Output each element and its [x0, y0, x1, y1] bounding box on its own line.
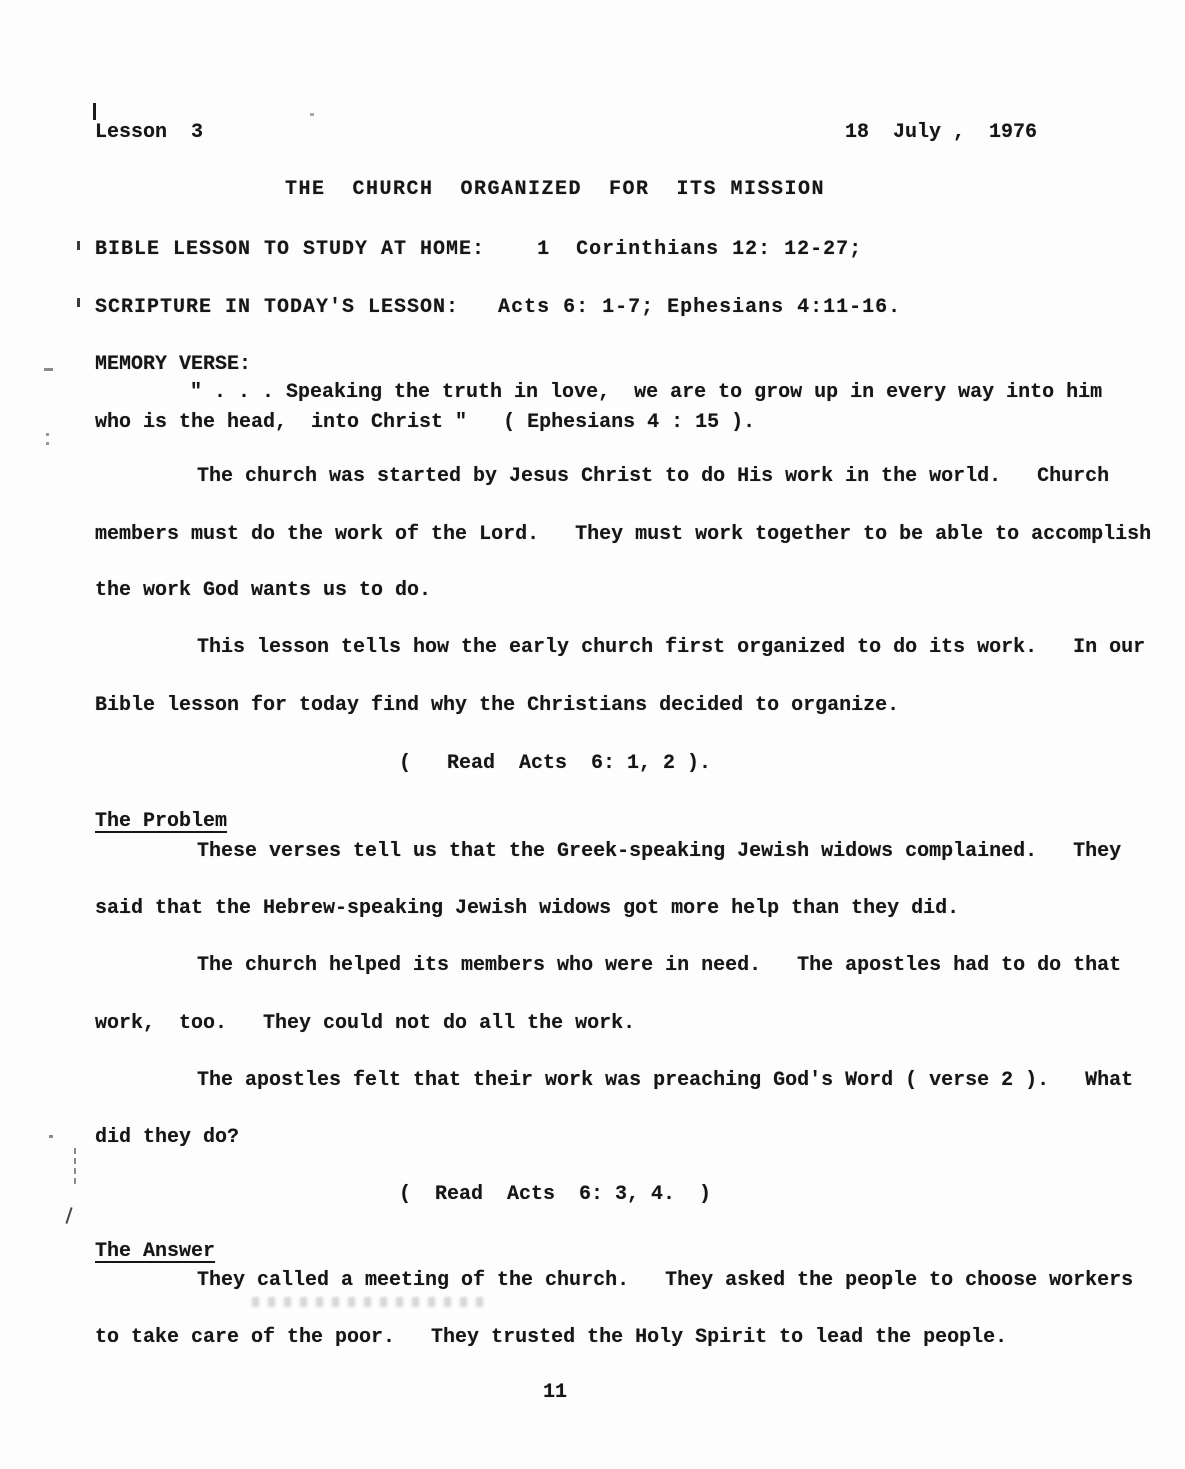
- memory-verse-line: " . . . Speaking the truth in love, we are to grow up in every way into him: [190, 381, 1103, 404]
- paragraph-line: work, too. They could not do all the work.: [95, 1012, 636, 1035]
- paragraph-line: The church was started by Jesus Christ to do His work in the world. Church: [197, 465, 1110, 488]
- scan-artifact-tick: [93, 103, 96, 120]
- paragraph-line: This lesson tells how the early church first organized to do its work. In our: [197, 636, 1146, 659]
- scan-artifact-mark: [77, 298, 80, 307]
- page-number: 11: [542, 1381, 567, 1404]
- scan-artifact-dash: [44, 368, 53, 371]
- scripture-reference: SCRIPTURE IN TODAY'S LESSON: Acts 6: 1-7; Ephesians 4:11-16.: [95, 296, 902, 319]
- document-date: 18 July , 1976: [845, 121, 1038, 144]
- read-instruction: ( Read Acts 6: 3, 4. ): [398, 1183, 712, 1206]
- paragraph-line: the work God wants us to do.: [95, 579, 432, 602]
- paragraph-line: said that the Hebrew-speaking Jewish widows got more help than they did.: [95, 897, 960, 920]
- bible-lesson-reference: BIBLE LESSON TO STUDY AT HOME: 1 Corinthians 12: 12-27;: [95, 238, 863, 261]
- paragraph-line: They called a meeting of the church. They asked the people to choose workers: [197, 1269, 1134, 1292]
- read-instruction: ( Read Acts 6: 1, 2 ).: [398, 752, 712, 775]
- lesson-number: Lesson 3: [95, 121, 204, 144]
- scan-artifact-dot: [49, 1135, 53, 1138]
- paragraph-line: The church helped its members who were in need. The apostles had to do that: [197, 954, 1122, 977]
- paragraph-line: did they do?: [95, 1126, 240, 1149]
- memory-verse-line: who is the head, into Christ " ( Ephesians 4 : 15 ).: [95, 411, 756, 434]
- paragraph-line: members must do the work of the Lord. They must work together to be able to accomplish: [95, 523, 1152, 546]
- paragraph-line: Bible lesson for today find why the Christians decided to organize.: [95, 694, 900, 717]
- section-heading-answer: The Answer: [95, 1240, 216, 1263]
- scan-artifact-bar: [74, 1148, 76, 1184]
- section-heading-problem: The Problem: [95, 810, 228, 833]
- document-title: THE CHURCH ORGANIZED FOR ITS MISSION: [284, 178, 826, 201]
- paragraph-line: The apostles felt that their work was preaching God's Word ( verse 2 ). What: [197, 1069, 1134, 1092]
- scan-artifact-dots: [46, 433, 49, 436]
- scan-artifact-speck: [310, 113, 314, 116]
- scan-artifact-mark: [77, 241, 80, 250]
- paragraph-line: to take care of the poor. They trusted the Holy Spirit to lead the people.: [95, 1326, 1008, 1349]
- paragraph-line: These verses tell us that the Greek-speaking Jewish widows complained. They: [197, 840, 1122, 863]
- scan-artifact-ghost-text: [252, 1297, 487, 1307]
- memory-verse-heading: MEMORY VERSE:: [95, 353, 252, 376]
